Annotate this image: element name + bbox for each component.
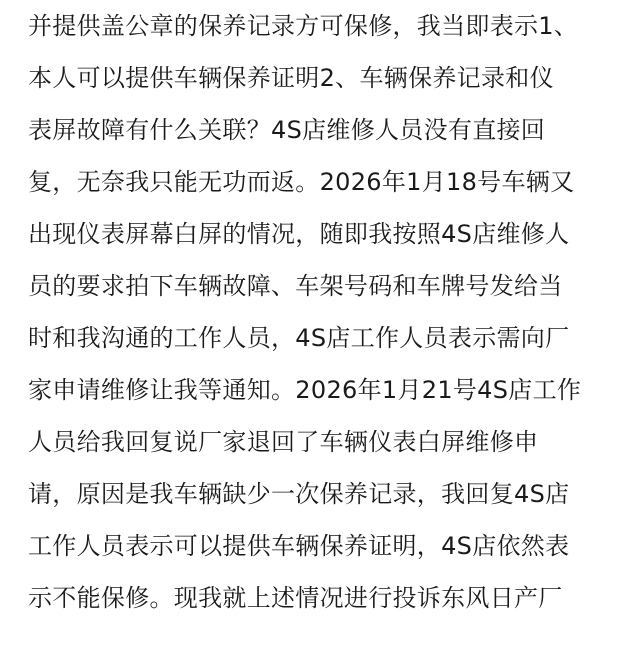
text-line-6: 员的要求拍下车辆故障、车架号码和车牌号发给当 [28,272,563,300]
text-line-7: 时和我沟通的工作人员，4S店工作人员表示需向厂 [28,324,570,352]
text-line-10: 请，原因是我车辆缺少一次保养记录，我回复4S店 [28,480,570,508]
complaint-text-block [28,0,618,624]
text-line-9: 人员给我回复说厂家退回了车辆仪表白屏维修申 [28,428,539,456]
text-line-8: 家申请维修让我等通知。2026年1月21号4S店工作 [28,376,582,404]
text-line-3: 表屏故障有什么关联？4S店维修人员没有直接回 [28,116,546,144]
text-line-4: 复，无奈我只能无功而返。2026年1月18号车辆又 [28,168,575,196]
text-line-11: 工作人员表示可以提供车辆保养证明，4S店依然表 [28,532,570,560]
text-line-2: 本人可以提供车辆保养证明2、车辆保养记录和仪 [28,64,554,92]
text-line-12: 示不能保修。现我就上述情况进行投诉东风日产厂 [28,584,563,612]
text-line-5: 出现仪表屏幕白屏的情况，随即我按照4S店维修人 [28,220,570,248]
text-line-1: 并提供盖公章的保养记录方可保修，我当即表示1、 [28,12,579,40]
